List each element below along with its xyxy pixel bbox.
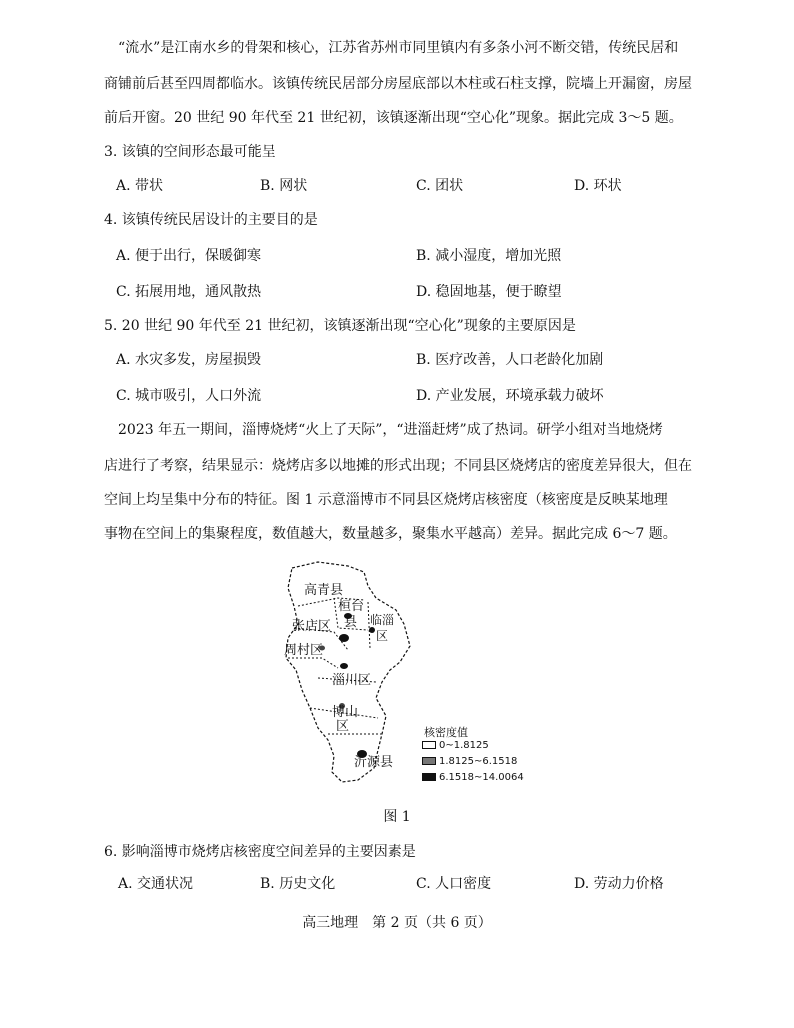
passage2-line-4: 事物在空间上的集聚程度，数值越大，数量越多，聚集水平越高）差异。据此完成 6～7 题。 — [104, 526, 677, 542]
label-boshan-1: 博山 — [332, 705, 359, 720]
zibo-kernel-density-map — [278, 558, 528, 798]
hotspot-zichuan — [340, 663, 348, 669]
passage2-line-2: 店进行了考察，结果显示：烧烤店多以地摊的形式出现；不同县区烧烤店的密度差异很大，但在 — [104, 458, 692, 474]
question-3-option-c[interactable]: C. 团状 — [416, 178, 464, 194]
passage1-line-2: 商铺前后甚至四周都临水。该镇传统民居部分房屋底部以木柱或石柱支撑，院墙上开漏窗，房屋 — [104, 76, 692, 92]
label-gaoqing: 高青县 — [304, 583, 344, 598]
question-6-stem: 6. 影响淄博市烧烤店核密度空间差异的主要因素是 — [104, 844, 416, 860]
question-4-option-c[interactable]: C. 拓展用地，通风散热 — [116, 284, 262, 300]
hotspot-linzi — [369, 627, 375, 633]
label-zichuan: 淄川区 — [332, 673, 372, 688]
legend-item-high — [422, 772, 524, 783]
question-6-option-a[interactable]: A. 交通状况 — [118, 876, 194, 892]
question-4-stem: 4. 该镇传统民居设计的主要目的是 — [104, 212, 318, 228]
hotspot-zhangdian — [339, 634, 349, 642]
label-linzi: 临淄 — [370, 613, 395, 627]
figure-caption: 图 1 — [383, 809, 411, 825]
question-5-option-d[interactable]: D. 产业发展，环境承载力破坏 — [416, 388, 604, 404]
legend-label-low: 0~1.8125 — [439, 740, 489, 751]
question-6-option-b[interactable]: B. 历史文化 — [260, 876, 336, 892]
question-3-option-b[interactable]: B. 网状 — [260, 178, 308, 194]
label-boshan-2: 区 — [336, 719, 350, 734]
legend-swatch-low — [422, 741, 436, 749]
passage2-line-1: 2023 年五一期间，淄博烧烤“火上了天际”，“进淄赶烤”成了热词。研学小组对当地烧烤 — [118, 422, 663, 438]
legend-item-low — [422, 740, 489, 751]
page-footer: 高三地理 第 2 页（共 6 页） — [302, 915, 492, 931]
question-4-option-d[interactable]: D. 稳固地基，便于瞭望 — [416, 284, 562, 300]
question-4-option-a[interactable]: A. 便于出行，保暖御寒 — [116, 248, 262, 264]
legend-swatch-mid — [422, 757, 436, 765]
question-5-option-a[interactable]: A. 水灾多发，房屋损毁 — [116, 352, 262, 368]
question-6-option-c[interactable]: C. 人口密度 — [416, 876, 492, 892]
question-5-option-c[interactable]: C. 城市吸引，人口外流 — [116, 388, 262, 404]
label-zhangdian: 张店区 — [292, 619, 332, 634]
question-3-option-d[interactable]: D. 环状 — [574, 178, 622, 194]
legend-item-mid — [422, 756, 517, 767]
legend-title: 核密度值 — [424, 726, 468, 739]
boundary-zhoucun — [288, 658, 338, 668]
label-linzi-2: 区 — [376, 629, 389, 643]
question-5-stem: 5. 20 世纪 90 年代至 21 世纪初，该镇逐渐出现“空心化”现象的主要原因是 — [104, 318, 576, 334]
legend-label-high: 6.1518~14.0064 — [439, 772, 524, 783]
question-5-option-b[interactable]: B. 医疗改善，人口老龄化加剧 — [416, 352, 604, 368]
label-huantai-1: 桓台 — [338, 599, 365, 614]
legend-label-mid: 1.8125~6.1518 — [439, 756, 518, 767]
label-zhoucun: 周村区 — [284, 643, 324, 658]
legend-swatch-high — [422, 773, 436, 781]
passage1-line-1: “流水”是江南水乡的骨架和核心，江苏省苏州市同里镇内有多条小河不断交错，传统民居和 — [118, 40, 679, 56]
question-3-stem: 3. 该镇的空间形态最可能呈 — [104, 144, 276, 160]
label-yiyuan: 沂源县 — [354, 755, 394, 770]
question-3-option-a[interactable]: A. 带状 — [116, 178, 164, 194]
passage1-line-3: 前后开窗。20 世纪 90 年代至 21 世纪初，该镇逐渐出现“空心化”现象。据此完成 3～5 题。 — [104, 110, 683, 126]
question-6-option-d[interactable]: D. 劳动力价格 — [574, 876, 664, 892]
label-huantai-2: 县 — [344, 615, 358, 630]
question-4-option-b[interactable]: B. 减小湿度，增加光照 — [416, 248, 562, 264]
passage2-line-3: 空间上均呈集中分布的特征。图 1 示意淄博市不同县区烧烤店核密度（核密度是反映某地理 — [104, 492, 668, 508]
